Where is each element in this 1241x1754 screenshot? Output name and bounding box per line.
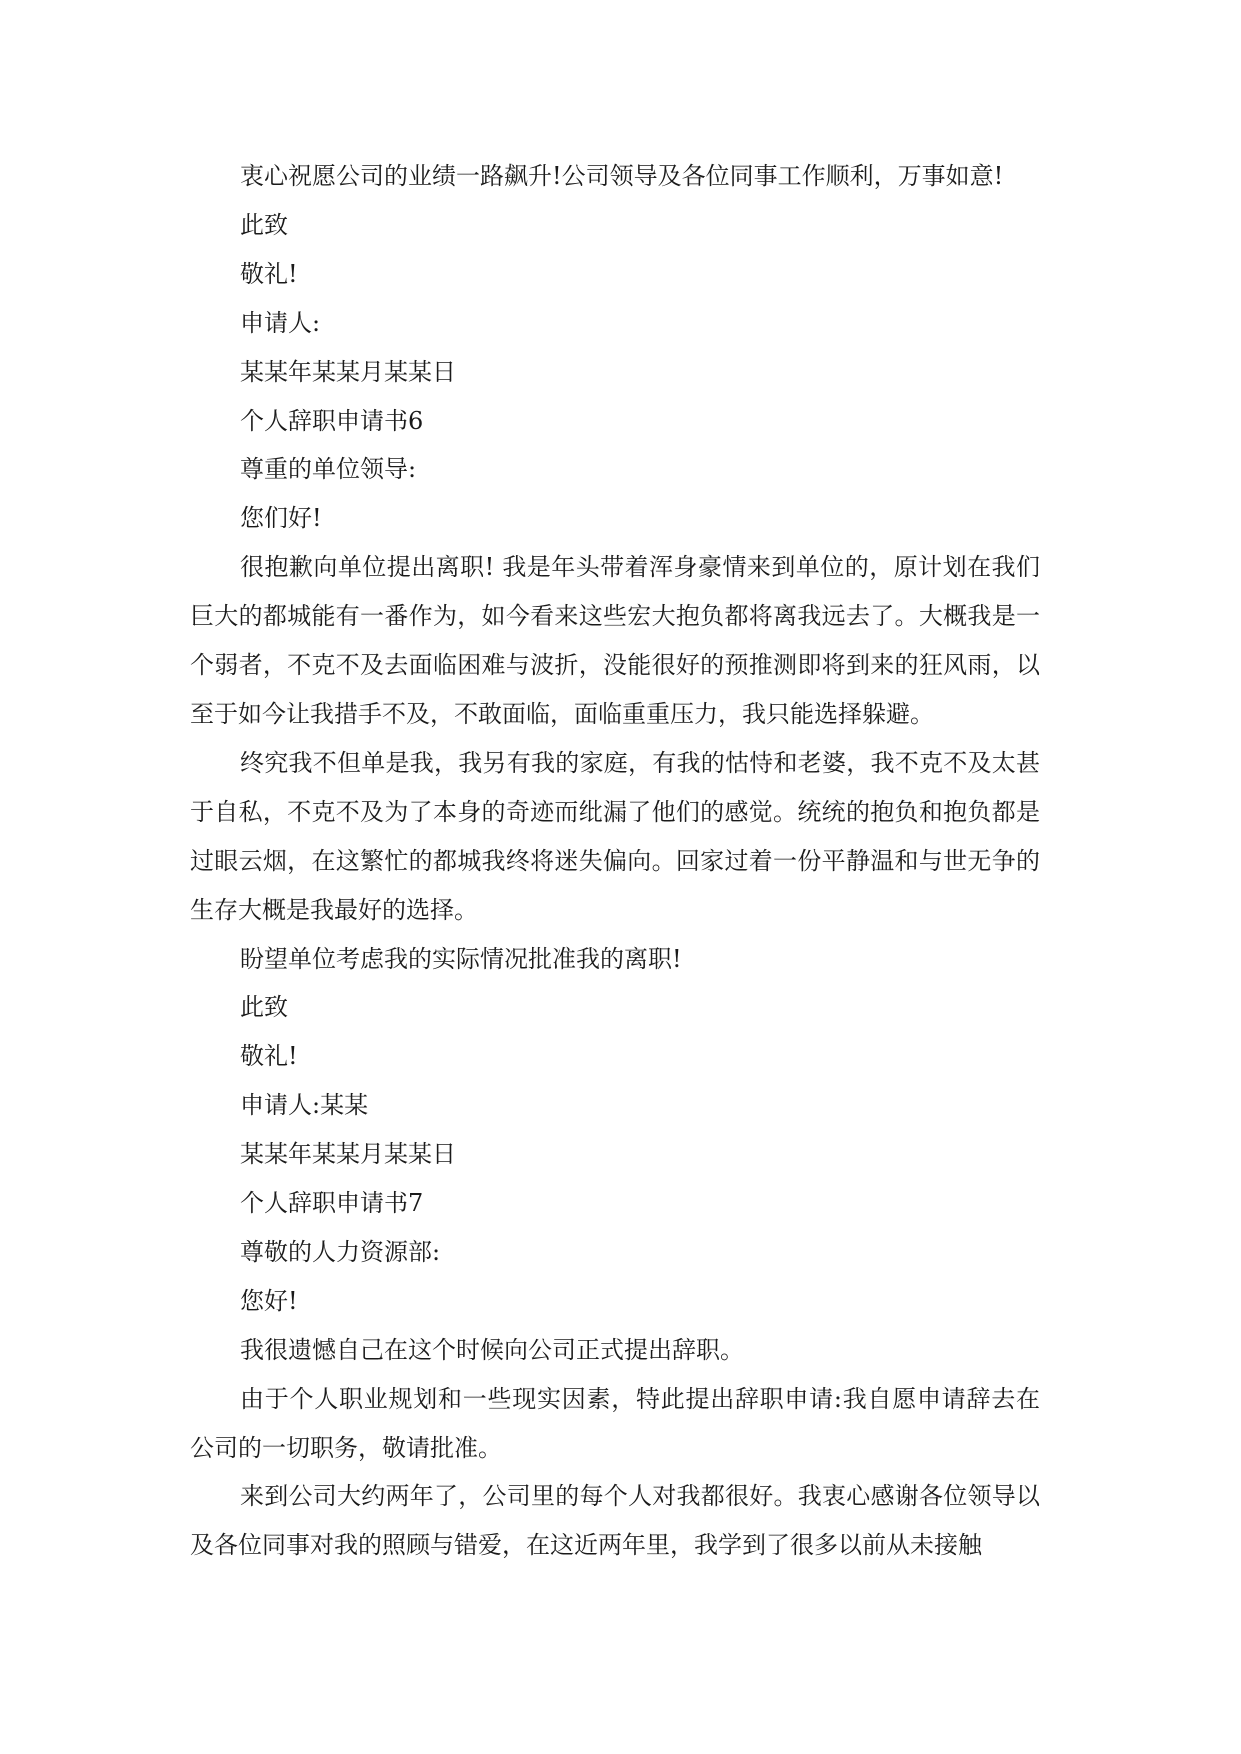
- salutation-cizhi: 此致: [240, 210, 288, 239]
- greeting-hello: 您们好!: [240, 504, 322, 533]
- closing-wish: 衷心祝愿公司的业绩一路飙升!公司领导及各位同事工作顺利，万事如意!: [240, 162, 1004, 190]
- greeting-hello: 您好!: [240, 1286, 298, 1315]
- body-paragraph: 由于个人职业规划和一些现实因素，特此提出辞职申请:我自愿申请辞去在公司的一切职务，敬请批准。: [190, 1384, 1040, 1462]
- greeting-recipient: 尊敬的人力资源部:: [240, 1237, 441, 1266]
- document-body: [190, 152, 1040, 1570]
- body-paragraph: 来到公司大约两年了，公司里的每个人对我都很好。我衷心感谢各位领导以及各位同事对我的照顾与错爱，在这近两年里，我学到了很多以前从未接触: [190, 1482, 1040, 1560]
- body-paragraph: 我很遗憾自己在这个时候向公司正式提出辞职。: [240, 1335, 744, 1364]
- body-paragraph: 盼望单位考虑我的实际情况批准我的离职!: [240, 944, 682, 973]
- salutation-jingli: 敬礼!: [240, 259, 298, 288]
- applicant-line: 申请人:某某: [240, 1091, 369, 1120]
- letter-title-7: 个人辞职申请书7: [240, 1189, 424, 1218]
- greeting-recipient: 尊重的单位领导:: [240, 455, 417, 484]
- salutation-cizhi: 此致: [240, 993, 288, 1022]
- applicant-line: 申请人:: [240, 308, 321, 337]
- letter-title-6: 个人辞职申请书6: [240, 406, 424, 435]
- body-paragraph: 很抱歉向单位提出离职! 我是年头带着浑身豪情来到单位的，原计划在我们巨大的都城能有一番作为，如今看来这些宏大抱负都将离我远去了。大概我是一个弱者，不克不及去面临困难与波折，没能很好的预推测即将到来的狂风雨，以至于如今让我措手不及，不敢面临，面临重重压力，我只能选择躲避。: [190, 553, 1040, 728]
- date-line: 某某年某某月某某日: [240, 357, 456, 386]
- date-line: 某某年某某月某某日: [240, 1140, 456, 1169]
- salutation-jingli: 敬礼!: [240, 1042, 298, 1071]
- body-paragraph: 终究我不但单是我，我另有我的家庭，有我的怙恃和老婆，我不克不及太甚于自私，不克不及为了本身的奇迹而纰漏了他们的感觉。统统的抱负和抱负都是过眼云烟，在这繁忙的都城我终将迷失偏向。回家过着一份平静温和与世无争的生存大概是我最好的选择。: [190, 748, 1040, 924]
